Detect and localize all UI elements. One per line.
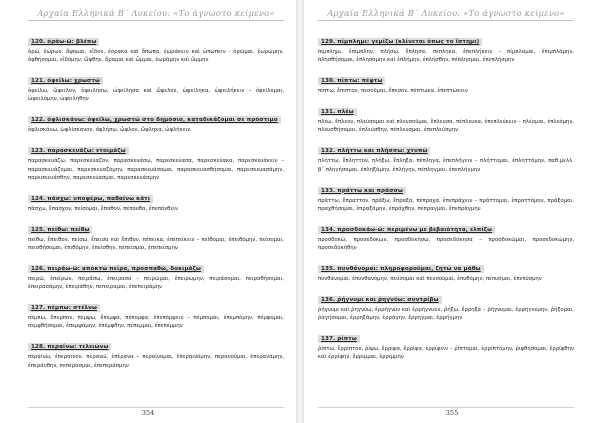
entry-heading: 120. ὁράω-ῶ: βλέπω <box>28 38 99 46</box>
entry-heading: 133. πράττω και πράσσω <box>318 187 406 195</box>
verb-entry <box>318 67 574 95</box>
entry-forms: ῥίπτω, ἔρριπτον, ῥίψω, ἔρριψα, ἔρριφα, ἐρρίφειν – ῥίπτομαι, ἐρριπτόμην, ῥιφθήσομαι, ἐρρίφθην καὶ ἐρρίφην, ἔρριμμαι, ἐρρίμμην <box>318 346 574 361</box>
entry-heading: 123. παρασκευάζω: ετοιμάζω <box>28 147 129 155</box>
entry-forms: προσδοκῶ, προσεδόκων, προσδοκήσω, προσεδόκησα – προσδοκῶμαι, προσεδοκώμην, προσεδοκήθην <box>318 236 574 251</box>
entry-heading: 125. πείθω: πείθω <box>28 226 92 234</box>
verb-entry <box>318 137 574 173</box>
entry-forms: πλέω, ἔπλεον, πλεύσομαι καὶ πλευσοῦμαι, ἔπλευσα, πέπλευκα, ἐπεπλεύκειν – πλέομαι, ἐπλεόμην, πλευσθήσομαι, ἐπλεύσθην, πέπλευσμαι, ἐπεπλεύσμην <box>318 119 574 134</box>
entry-heading: 127. πέμπω: στέλνω <box>28 304 100 312</box>
entry-forms: ῥήγνυμι καὶ ῥηγνύω, ἐρρήγνυν καὶ ἐρρήγνυον, ῥήξω, ἔρρηξα – ῥήγνυμαι, ἐρρηγνύμην, ῥήξομαι, ῥαγήσομαι, ἐρρηξάμην, ἐρράγην, ἔρρηγμαι, ἐρρήγμην <box>318 307 574 322</box>
footer-rule <box>28 407 284 408</box>
entry-heading: 131. πλέω <box>318 108 357 116</box>
entry-list <box>28 28 284 370</box>
entry-forms: πειρῶ, ἐπείρων, πειράσω, ἐπείρασα – πειρῶμαι, ἐπειρώμην, πειράσομαι, πειραθήσομαι, ἐπειρασάμην, ἐπειράθην, πεπείραμαι, ἐπεπειράμην <box>28 276 284 291</box>
entry-heading: 137. ῥίπτω <box>318 335 360 343</box>
verb-entry <box>318 28 574 64</box>
verb-entry <box>28 67 284 103</box>
entry-forms: πλήττω, ἔπληττον, πλήξω, ἔπληξα, πέπληγα, ἐπεπλήγειν – πλήττομαι, ἐπληττόμην, παθ.μελλ. β΄ πληγήσομαι, ἐπληξάμην, ἐπλήγην, πέπληγμαι, ἐπεπλήγμην <box>318 158 574 173</box>
page-number: 354 <box>141 409 155 417</box>
footer-rule <box>318 407 574 408</box>
verb-entry <box>318 286 574 322</box>
verb-entry <box>318 216 574 252</box>
verb-entry <box>28 185 284 213</box>
entry-heading: 128. περαίνω: τελειώνω <box>28 343 111 351</box>
entry-forms: ὁρῶ, ἑώρων, ὄψομαι, εἶδον, ἑόρακα καὶ ὄπωπα, ἑωράκειν καὶ ὠπώπειν - ὁρῶμαι, ἑωρώμην, ὀφθήσομαι, εἰδόμην, ὤφθην, ὅραμαι καὶ ὦμμαι, ἑωράμην καὶ ὤμμην <box>28 49 284 64</box>
entry-heading: 124. πάσχω: υποφέρω, παθαίνω κάτι <box>28 195 153 203</box>
running-head: Αρχαία Ελληνικά Β΄ Λυκείου: «Το άγνωστο κείμενο» <box>318 8 574 21</box>
book-gutter <box>296 0 304 423</box>
verb-entry <box>28 255 284 291</box>
entry-forms: πυνθάνομαι, ἐπυνθανόμην, πεύσομαι καὶ πευσοῦμαι, ἐπυθόμην, πέπυσμαι, ἐπεπύσμην <box>318 276 542 283</box>
entry-forms: πράττω, ἔπραττον, πράξω, ἔπραξα, πέπραχα, ἐπεπράχειν – πράττομαι, ἐπραττόμην, πράξομαι, πραχθήσομαι, ἐπραξάμην, ἐπράχθην, πέπραγμαι, ἐπεπράγμην <box>318 197 574 212</box>
entry-heading: 135. πυνθάνομαι: πληροφορούμαι, ζητώ να μάθω <box>318 265 484 273</box>
verb-entry <box>28 137 284 181</box>
page-number: 355 <box>445 409 459 417</box>
running-head: Αρχαία Ελληνικά Β΄ Λυκείου: «Το άγνωστο κείμενο» <box>28 8 284 21</box>
verb-entry <box>28 216 284 252</box>
entry-forms: πίπτω, ἔπιπτον, πεσοῦμαι, ἔπεσον, πέπτωκα, ἐπεπτώκειν <box>318 88 468 95</box>
entry-forms: παρασκευάζω, παρεσκεύαζον, παρασκευάσω, παρεσκεύασα, παρεσκεύακα, παρεσκευάκειν – παρασκευάζομαι, παρεσκευαζόμην, παρασκευάσομαι, παρασκευασθήσομαι, παρεσκευασάμην, παρεσκευάσθην, παρεσκεύασμαι, παρεσκευάσμην <box>28 158 284 181</box>
verb-entry <box>28 28 284 64</box>
entry-forms: ὀφείλω, ὤφειλον, ὀφειλήσω, ὠφείλησα καὶ ὤφελον, ὠφείληκα, ὠφειλήκειν – ὀφείλομαι, ὠφειλόμην, ὠφειλήθην <box>28 88 284 103</box>
entry-list <box>318 28 574 362</box>
entry-heading: 132. πλήττω και πλήσσω: χτυπώ <box>318 147 430 155</box>
left-page <box>0 0 296 423</box>
entry-forms: πάσχω, ἔπασχον, πείσομαι, ἔπαθον, πέπονθα, ἐπεπόνθειν <box>28 205 178 212</box>
verb-entry <box>318 177 574 213</box>
entry-forms: πείθω, ἔπειθον, πείσω, ἔπεισα καὶ ἔπιθον, πέπεικα, ἐπεπείκειν – πείθομαι, ἐπειθόμην, πείσομαι, πεισθήσομαι, ἐπιθόμην, ἐπείσθην, πέπεισμαι, ἐπεπείσμην <box>28 236 284 251</box>
verb-entry <box>28 294 284 330</box>
entry-forms: πίμπλημι, ἐπίμπλην, πλήσω, ἔπλησα, πέπληκα, ἐπεπλήκειν – πίμπλαμαι, ἐπιμπλάμην, πλησθήσομαι, ἐπλησάμην καὶ ἐπλήμην, ἐπλήσθην, πέπλησμαι, ἐπεπλήσμην <box>318 49 574 64</box>
verb-entry <box>28 333 284 369</box>
right-page <box>304 0 600 423</box>
entry-forms: πέμπω, ἔπεμπον, πέμψω, ἔπεμψα, πέπομφα, ἐπεπόμφειν – πέμπομαι, ἐπεμπόμην, πέμψομαι, πεμφθήσομαι, ἐπεμψάμην, ἐπέμφθην, πέπεμμαι, ἐπεπέμμην <box>28 315 284 330</box>
entry-heading: 129. πίμπλημι: γεμίζω (κλίνεται όπως το ἵστημι) <box>318 38 482 46</box>
entry-forms: ὀφλισκάνω, ὠφλίσκανον, ὀφλήσω, ὦφλον, ὤφληκα, ὠφλήκειν <box>28 127 191 134</box>
entry-heading: 126. πειράω-ῶ: αποκτώ πείρα, προσπαθώ, δοκιμάζω <box>28 265 204 273</box>
entry-forms: περαίνω, ἐπέραινον, περανῶ, ἐπέρανα – περαίνομαι, ἐπεραινόμην, περανοῦμαι, ἐπερανάμην, ἐπεράνθην, πεπέρασμαι, ἐπεπεράσμην <box>28 354 284 369</box>
verb-entry <box>28 106 284 134</box>
entry-heading: 130. πίπτω: πέφτω <box>318 77 385 85</box>
verb-entry <box>318 255 574 283</box>
entry-heading: 136. ῥήγνυμι και ῥηγνύω: συντρίβω <box>318 296 442 304</box>
entry-heading: 121. ὀφείλω: χρωστώ <box>28 77 103 85</box>
verb-entry <box>318 325 574 361</box>
entry-heading: 134. προσδοκάω-ῶ: περιμένω με βεβαιότητα, ελπίζω <box>318 226 495 234</box>
verb-entry <box>318 98 574 134</box>
entry-heading: 122. ὀφλισκάνω: ὀφείλω, χρωστώ στο δημόσιο, καταδικάζομαι σε πρόστιμο <box>28 116 281 124</box>
